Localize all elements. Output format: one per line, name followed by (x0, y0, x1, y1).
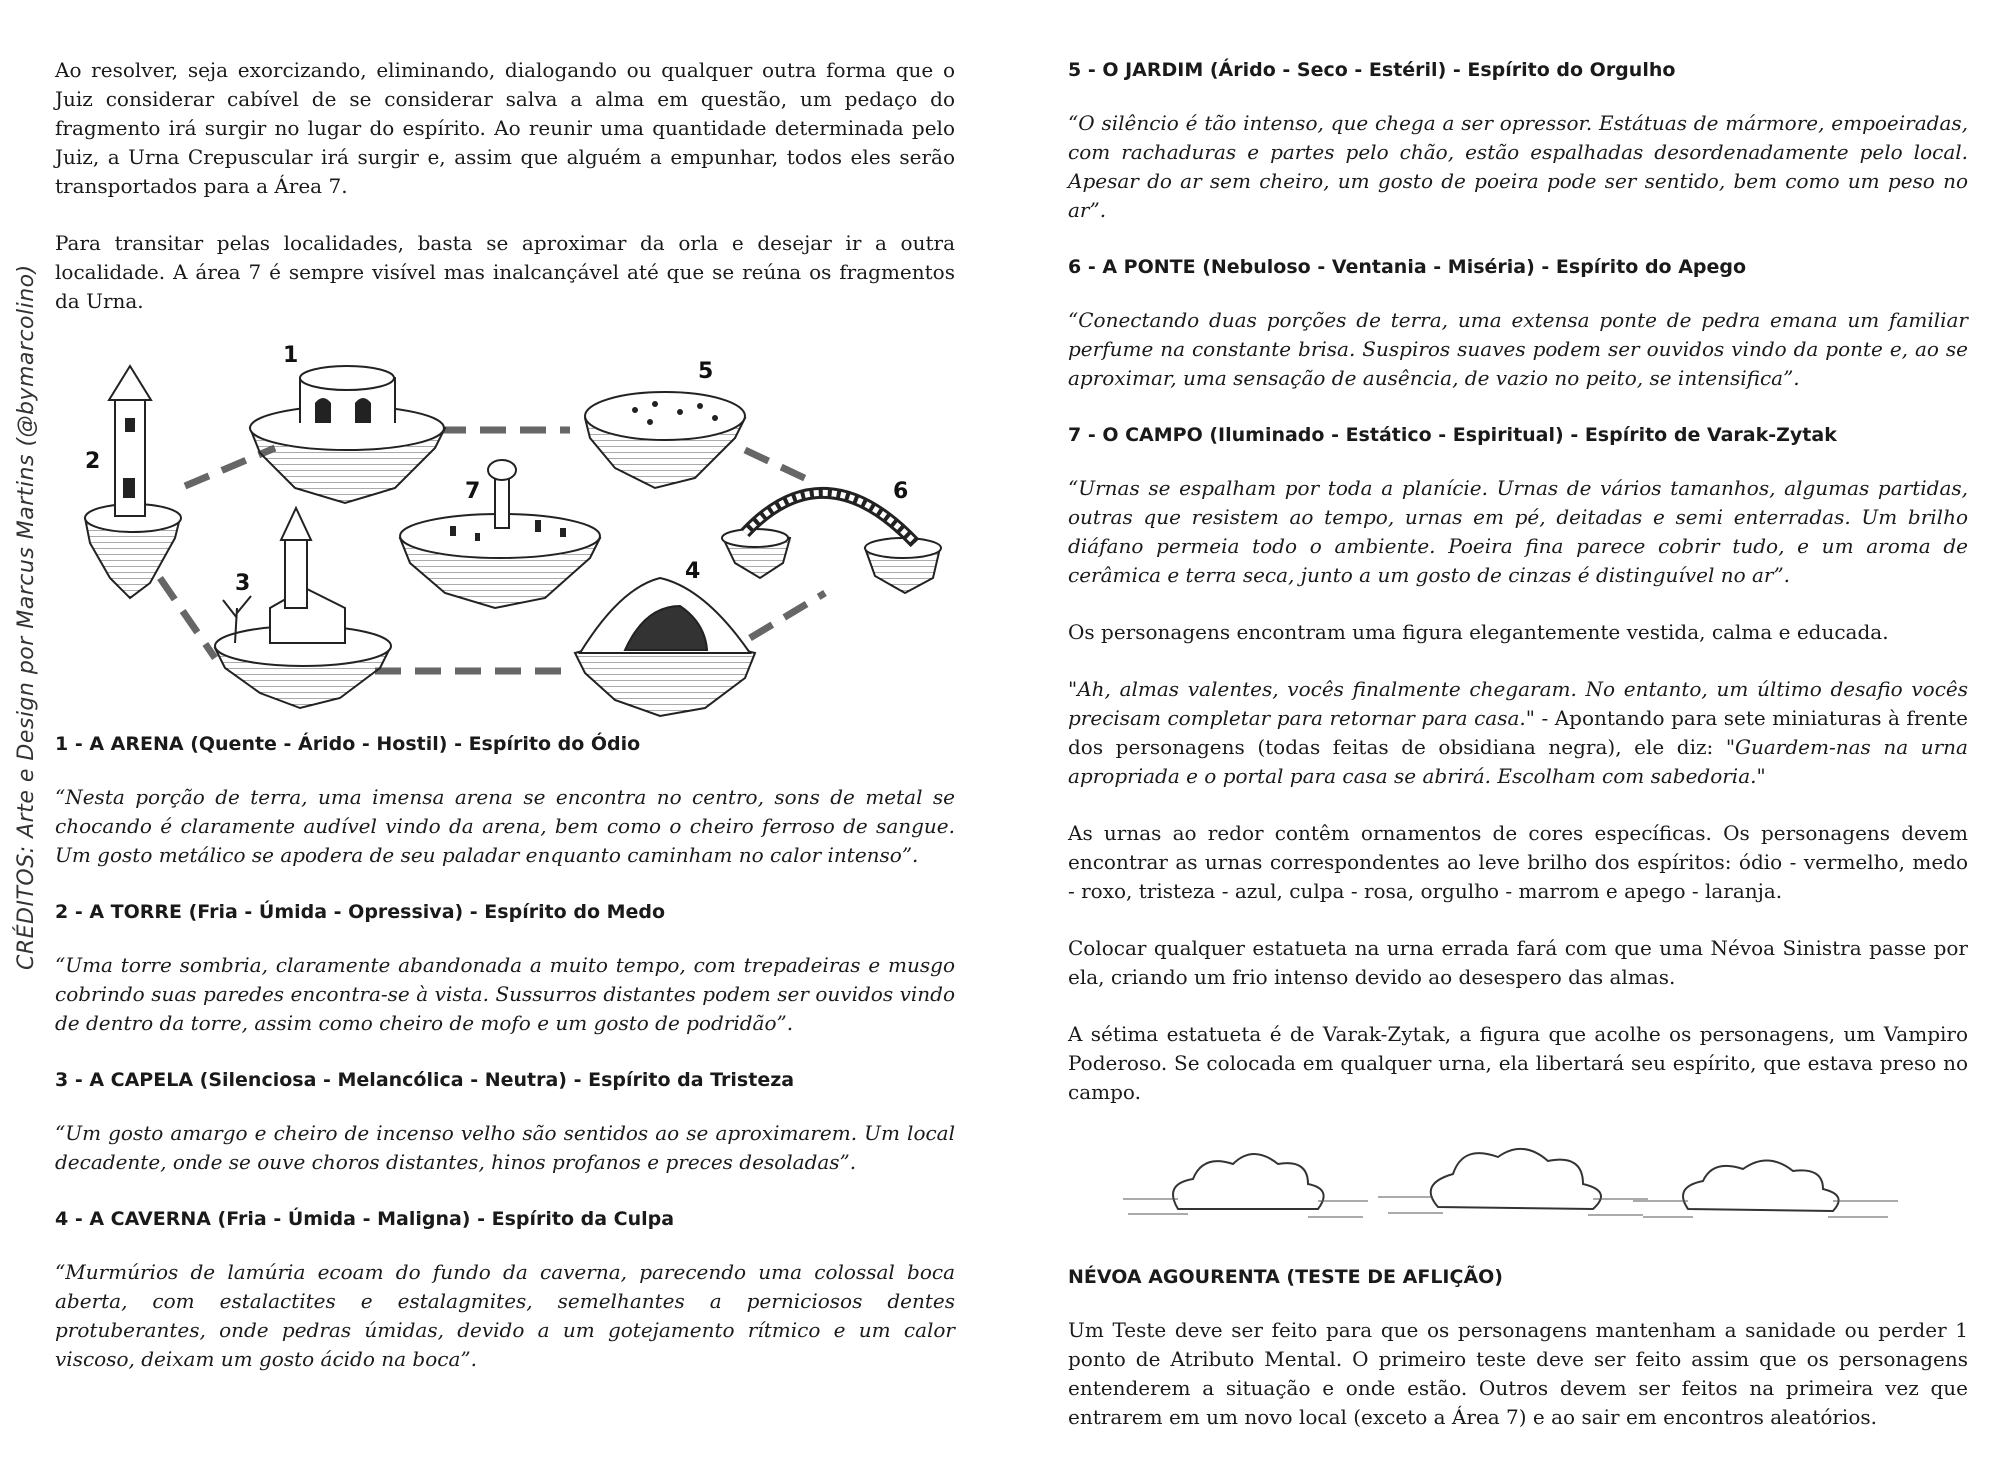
island-chapel-illustration (215, 508, 391, 708)
intro-paragraph-1: Ao resolver, seja exorcizando, eliminando, dialogando ou qualquer outra forma que o Juiz considerar cabível de se considerar salva a alma em questão, um pedaço do fragmento irá surgir no lugar do espírito. Ao reunir uma quantidade determinada pelo Juiz, a Urna Crepuscular irá surgir e, assim que alguém a empunhar, todos eles serão transportados para a Área 7. (55, 58, 955, 198)
right-column (1068, 56, 1968, 1460)
heading-chapel: 3 - A CAPELA (Silenciosa - Melancólica - Neutra) - Espírito da Tristeza (55, 1069, 795, 1091)
quote-cave: “Murmúrios de lamúria ecoam do fundo da caverna, parecendo uma colossal boca aberta, com estalactites e estalagmites, semelhantes a perniciosos dentes protuberantes, onde pedras úmidas, devido a um gotejamento rítmico e um calor viscoso, deixam um gosto ácido na boca”. (55, 1260, 955, 1371)
map-number-6: 6 (893, 479, 909, 504)
island-tower-illustration (85, 366, 181, 598)
map-number-5: 5 (698, 359, 714, 384)
islands-map-illustration (55, 338, 955, 718)
map-number-4: 4 (685, 559, 701, 584)
quote-field: “Urnas se espalham por toda a planície. Urnas de vários tamanhos, algumas partidas, outras que resistem ao tempo, urnas em pé, deitadas e semi enterradas. Um brilho diáfano permeia todo o ambiente. Poeira fina parece cobrir tudo, e um aroma de cerâmica e terra seca, junto a um gosto de cinzas é distinguível no ar”. (1068, 476, 1968, 587)
heading-ominous-mist: NÉVOA AGOURENTA (TESTE DE AFLIÇÃO) (1068, 1266, 1503, 1288)
heading-arena: 1 - A ARENA (Quente - Árido - Hostil) - Espírito do Ódio (55, 733, 641, 755)
paragraph-dialogue (1068, 675, 1968, 791)
map-number-2: 2 (85, 449, 101, 474)
credits-vertical-text: CRÉDITOS: Arte e Design por Marcus Martins (@bymarcolino) (14, 264, 39, 970)
heading-tower: 2 - A TORRE (Fria - Úmida - Opressiva) - Espírito do Medo (55, 901, 666, 923)
paragraph-urns: As urnas ao redor contêm ornamentos de cores específicas. Os personagens devem encontrar as urnas correspondentes ao leve brilho dos espíritos: ódio - vermelho, medo - roxo, tristeza - azul, culpa - rosa, orgulho - marrom e apego - laranja. (1068, 821, 1968, 903)
mist-clouds-illustration (1068, 1129, 1968, 1239)
heading-cave: 4 - A CAVERNA (Fria - Úmida - Maligna) - Espírito da Culpa (55, 1208, 675, 1230)
dialogue-quote-2: "Guardem-nas na urna apropriada e o portal para casa se abrirá. Escolham com sabedoria." (1068, 735, 1968, 788)
island-arena-illustration (250, 366, 445, 503)
paragraph-wrong-urn: Colocar qualquer estatueta na urna errada fará com que uma Névoa Sinistra passe por ela, criando um frio intenso devido ao desespero das almas. (1068, 936, 1968, 989)
quote-arena: “Nesta porção de terra, uma imensa arena se encontra no centro, sons de metal se chocando é claramente audível vindo da arena, bem como o cheiro ferroso de sangue. Um gosto metálico se apodera de seu paladar enquanto caminham no calor intenso”. (55, 785, 955, 867)
quote-tower: “Uma torre sombria, claramente abandonada a muito tempo, com trepadeiras e musgo cobrindo suas paredes encontra-se à vista. Sussurros distantes podem ser ouvidos vindo de dentro da torre, assim como cheiro de mofo e um gosto de podridão”. (55, 953, 955, 1035)
island-bridge-illustration (722, 493, 941, 593)
map-number-7: 7 (465, 479, 481, 504)
heading-bridge: 6 - A PONTE (Nebuloso - Ventania - Miséria) - Espírito do Apego (1068, 256, 1747, 278)
island-field-illustration (400, 460, 600, 608)
intro-paragraph-2: Para transitar pelas localidades, basta se aproximar da orla e desejar ir a outra localidade. A área 7 é sempre visível mas inalcançável até que se reúna os fragmentos da Urna. (55, 231, 955, 313)
island-garden-illustration (585, 392, 745, 488)
heading-field: 7 - O CAMPO (Iluminado - Estático - Espiritual) - Espírito de Varak-Zytak (1068, 424, 1837, 446)
map-number-1: 1 (283, 343, 299, 368)
paragraph-affliction-test: Um Teste deve ser feito para que os personagens mantenham a sanidade ou perder 1 ponto de Atributo Mental. O primeiro teste deve ser feito assim que os personagens entenderem a situação e onde estão. Outros devem ser feitos na primeira vez que entrarem em um novo local (exceto a Área 7) e ao sair em encontros aleatórios. (1068, 1318, 1968, 1429)
map-number-3: 3 (235, 571, 251, 596)
dialogue-narration: - Apontando para sete miniaturas à frente dos personagens (todas feitas de obsidiana negra), ele diz: (1068, 706, 1968, 759)
paragraph-seventh-statuette: A sétima estatueta é de Varak-Zytak, a figura que acolhe os personagens, um Vampiro Poderoso. Se colocada em qualquer urna, ela libertará seu espírito, que estava preso no campo. (1068, 1022, 1968, 1104)
quote-garden: “O silêncio é tão intenso, que chega a ser opressor. Estátuas de mármore, empoeiradas, com rachaduras e partes pelo chão, estão espalhadas desordenadamente pelo local. Apesar do ar sem cheiro, um gosto de poeira pode ser sentido, bem como um peso no ar”. (1068, 111, 1968, 222)
islands-map (55, 338, 955, 718)
left-column (55, 56, 955, 1402)
island-cave-illustration (575, 578, 755, 716)
mist-clouds-svg (1068, 1129, 1968, 1239)
quote-bridge: “Conectando duas porções de terra, uma extensa ponte de pedra emana um familiar perfume na constante brisa. Suspiros suaves podem ser ouvidos vindo da ponte e, ao se aproximar, uma sensação de ausência, de vazio no peito, se intensifica”. (1068, 308, 1968, 390)
paragraph-figure: Os personagens encontram uma figura elegantemente vestida, calma e educada. (1068, 620, 1889, 644)
heading-garden: 5 - O JARDIM (Árido - Seco - Estéril) - Espírito do Orgulho (1068, 59, 1676, 81)
dialogue-quote-1: "Ah, almas valentes, vocês finalmente chegaram. No entanto, um último desafio vocês precisam completar para retornar para casa." (1068, 677, 1968, 730)
quote-chapel: “Um gosto amargo e cheiro de incenso velho são sentidos ao se aproximarem. Um local decadente, onde se ouve choros distantes, hinos profanos e preces desoladas”. (55, 1121, 955, 1174)
